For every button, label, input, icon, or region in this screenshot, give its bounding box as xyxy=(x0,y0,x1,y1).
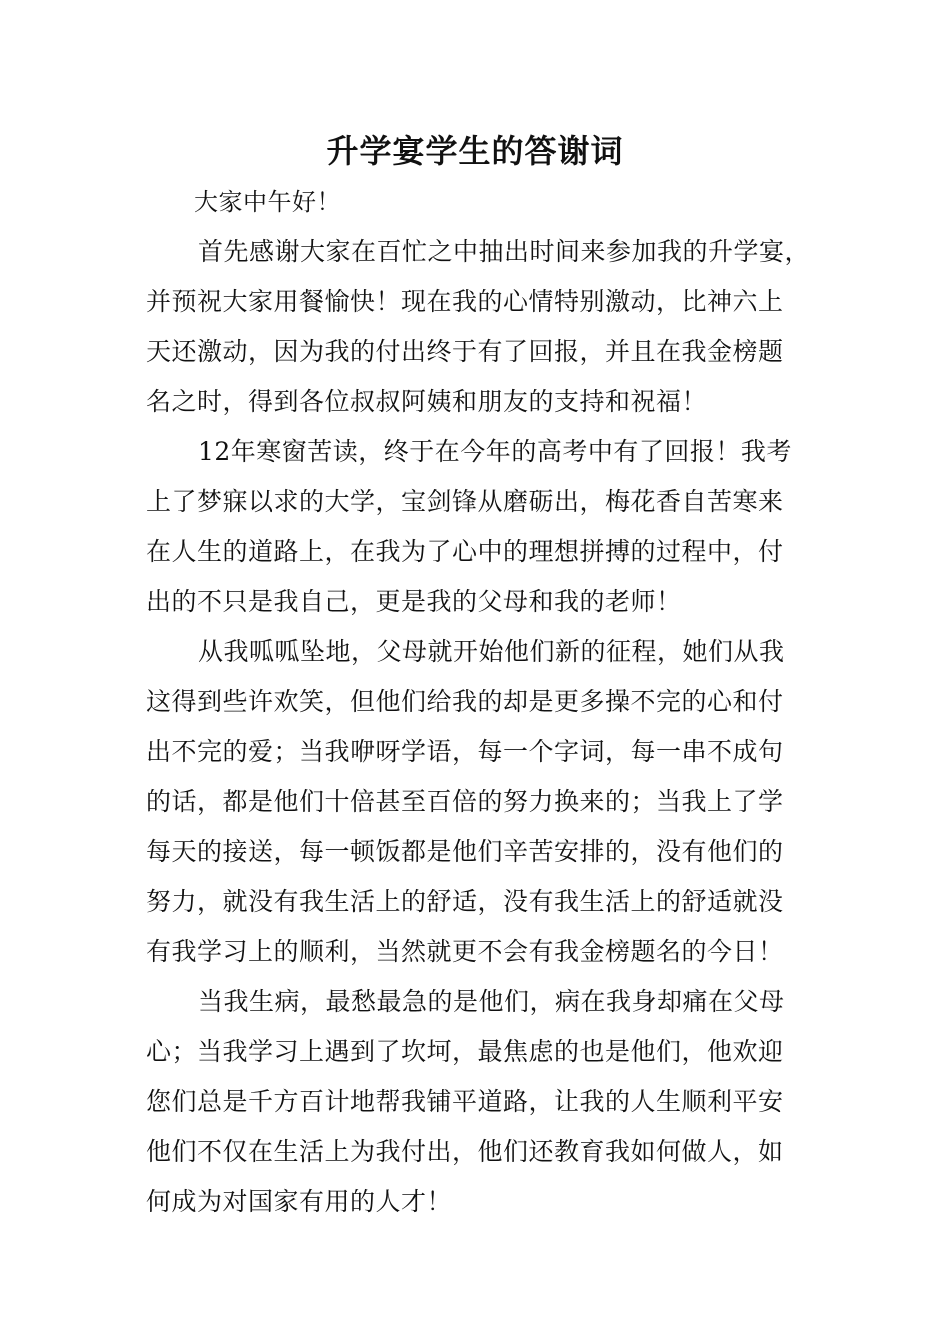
greeting-line: 大家中午好！ xyxy=(194,188,341,216)
paragraph-1-line-2: 并预祝大家用餐愉快！现在我的心情特别激动，比神六上 xyxy=(146,287,784,316)
paragraph-3-line-6: 努力，就没有我生活上的舒适，没有我生活上的舒适就没 xyxy=(146,887,784,916)
paragraph-3-line-4: 的话，都是他们十倍甚至百倍的努力换来的；当我上了学 xyxy=(146,787,784,816)
paragraph-2-line-3: 在人生的道路上，在我为了心中的理想拼搏的过程中，付 xyxy=(146,537,784,566)
paragraph-4-line-2: 心；当我学习上遇到了坎坷，最焦虑的也是他们，他欢迎 xyxy=(146,1037,784,1066)
paragraph-2-line-1: 12年寒窗苦读，终于在今年的高考中有了回报！我考 xyxy=(198,437,792,466)
document-title: 升学宴学生的答谢词 xyxy=(326,132,624,170)
paragraph-1-line-4: 名之时，得到各位叔叔阿姨和朋友的支持和祝福！ xyxy=(146,387,708,416)
paragraph-3-line-2: 这得到些许欢笑，但他们给我的却是更多操不完的心和付 xyxy=(146,687,784,716)
paragraph-3-line-7: 有我学习上的顺利，当然就更不会有我金榜题名的今日！ xyxy=(146,937,784,966)
paragraph-3-line-1: 从我呱呱坠地，父母就开始他们新的征程，她们从我 xyxy=(198,637,785,666)
paragraph-4-line-4: 他们不仅在生活上为我付出，他们还教育我如何做人，如 xyxy=(146,1137,784,1166)
paragraph-2-line-2: 上了梦寐以求的大学，宝剑锋从磨砺出，梅花香自苦寒来 xyxy=(146,487,784,516)
paragraph-1-line-3: 天还激动，因为我的付出终于有了回报，并且在我金榜题 xyxy=(146,337,784,366)
paragraph-4-line-1: 当我生病，最愁最急的是他们，病在我身却痛在父母 xyxy=(198,987,785,1016)
paragraph-4-line-3: 您们总是千方百计地帮我铺平道路，让我的人生顺利平安 xyxy=(146,1087,784,1116)
paragraph-3-line-3: 出不完的爱；当我咿呀学语，每一个字词，每一串不成句 xyxy=(146,737,784,766)
paragraph-1-line-1: 首先感谢大家在百忙之中抽出时间来参加我的升学宴， xyxy=(198,237,811,266)
document-body xyxy=(146,177,816,1227)
paragraph-2-line-4: 出的不只是我自己，更是我的父母和我的老师！ xyxy=(146,587,682,616)
paragraph-4-line-5: 何成为对国家有用的人才！ xyxy=(146,1187,453,1216)
paragraph-3-line-5: 每天的接送，每一顿饭都是他们辛苦安排的，没有他们的 xyxy=(146,837,784,866)
